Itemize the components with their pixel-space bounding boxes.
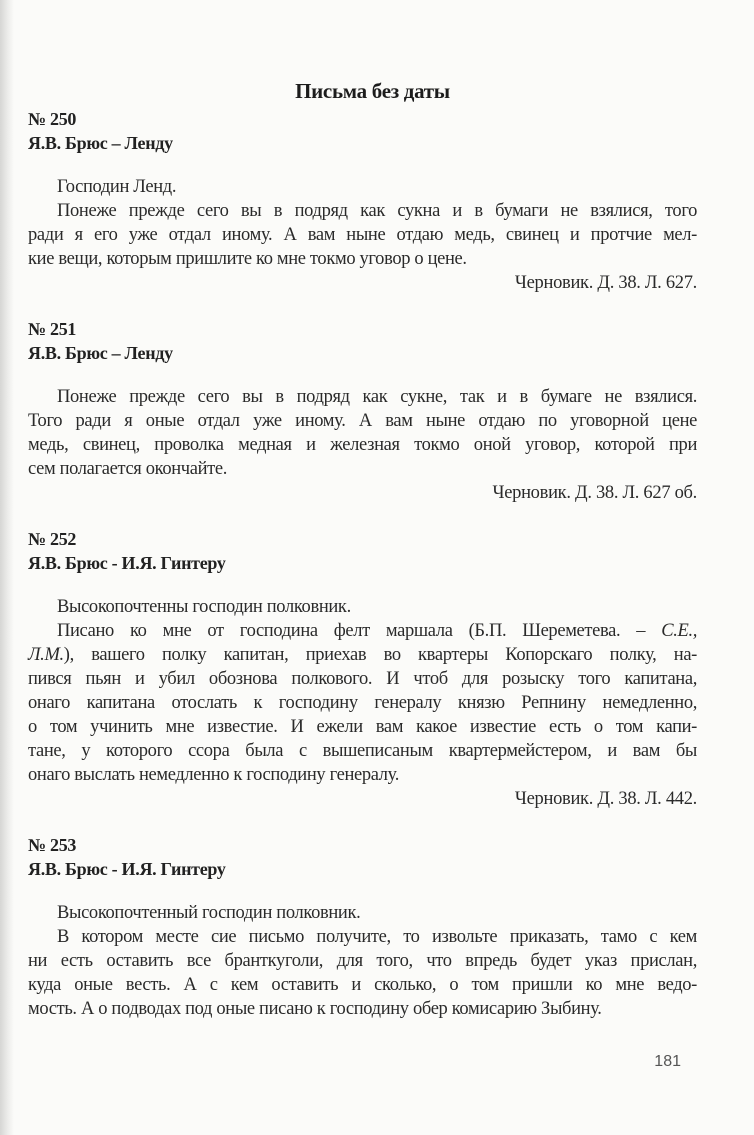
letter-header: Я.В. Брюс – Ленду (28, 343, 173, 363)
text-line: мость. А о подводах под оные писано к господину обер комисарию Зыбину. (28, 999, 602, 1019)
letter-body (28, 901, 697, 1021)
archival-source: Черновик. Д. 38. Л. 442. (514, 789, 697, 809)
letter (28, 317, 697, 505)
archival-source: Черновик. Д. 38. Л. 627. (514, 273, 697, 293)
text-line: Понеже прежде сего вы в подряд как сукне, так и в бумаге не взялися. (57, 387, 697, 407)
text-line: пився пьян и убил обознова полкового. И чтоб для розыску того капитана, (28, 669, 697, 689)
letter-body (28, 595, 697, 787)
text-line: Л.М.), вашего полку капитан, приехав во квартеры Копорскаго полку, на- (28, 645, 697, 665)
letter (28, 833, 697, 1021)
text-line: Того ради я оные отдал уже иному. А вам ныне отдаю по уговорной цене (28, 411, 697, 431)
letters-list (28, 107, 697, 1021)
scan-page-edge-shadow (0, 0, 14, 1135)
letter-header: Я.В. Брюс – Ленду (28, 133, 173, 153)
text-line: кие вещи, которым пришлите ко мне токмо уговор о цене. (28, 249, 467, 269)
document-page (28, 79, 697, 1074)
editor-initials: Л.М. (28, 645, 64, 665)
text-line: онаго выслать немедленно к господину генералу. (28, 765, 399, 785)
text-line: медь, свинец, проволка медная и железная токмо оной уговор, которой при (28, 435, 697, 455)
text-line: ни есть оставить все бранткуголи, для того, что впредь будет указ прислан, (28, 951, 697, 971)
text-line: Писано ко мне от господина фелт маршала (Б.П. Шереметева. – С.Е., (57, 621, 697, 641)
letter-header: Я.В. Брюс - И.Я. Гинтеру (28, 553, 226, 573)
letter-body (28, 385, 697, 481)
text-line: Понеже прежде сего вы в подряд как сукна и в бумаги не взялися, того (57, 201, 697, 221)
text-line: Высокопочтенны господин полковник. (57, 597, 351, 617)
letter-body (28, 175, 697, 271)
letter-number: № 250 (28, 109, 77, 129)
letter-number: № 251 (28, 319, 77, 339)
text-line: куда оные весть. А с кем оставить и сколько, о том пришли ко мне ведо- (28, 975, 697, 995)
text-line: Высокопочтенный господин полковник. (57, 903, 361, 923)
text-line: сем полагается окончайте. (28, 459, 228, 479)
letter (28, 527, 697, 811)
text-line: онаго капитана отослать к господину генералу князю Репнину немедленно, (28, 693, 697, 713)
text-line: В котором месте сие письмо получите, то извольте приказать, тамо с кем (57, 927, 697, 947)
section-title: Письма без даты (295, 79, 450, 103)
text-line: ради я его уже отдал иному. А вам ныне отдаю медь, свинец и протчие мел- (28, 225, 697, 245)
page-number: 181 (654, 1053, 681, 1070)
letter-number: № 253 (28, 835, 77, 855)
text-line: Господин Ленд. (57, 177, 177, 197)
text-line: тане, у которого ссора была с вышеписаным квартермейстером, и вам бы (28, 741, 697, 761)
text-line: о том учинить мне известие. И ежели вам какое известие есть о том капи- (28, 717, 697, 737)
letter-number: № 252 (28, 529, 77, 549)
letter-header: Я.В. Брюс - И.Я. Гинтеру (28, 859, 226, 879)
archival-source: Черновик. Д. 38. Л. 627 об. (492, 483, 697, 503)
letter (28, 107, 697, 295)
editor-initials: С.Е., (661, 621, 697, 641)
